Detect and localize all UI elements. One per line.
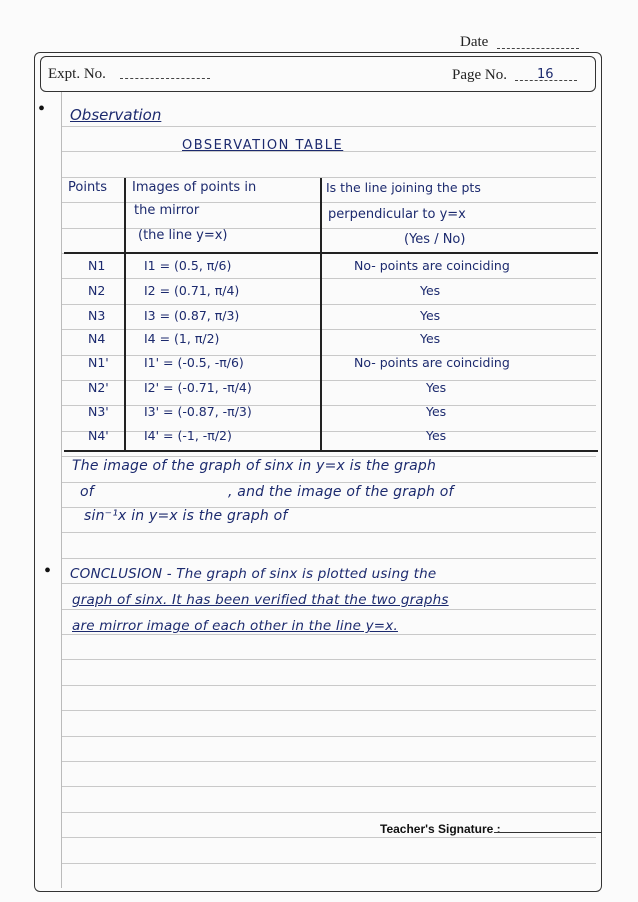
- ruled-line: [62, 405, 596, 406]
- cell-perpendicular: Yes: [426, 404, 447, 419]
- cell-image: I1' = (-0.5, -π/6): [144, 355, 244, 370]
- cell-perpendicular: Yes: [426, 380, 447, 395]
- cell-perpendicular: Yes: [426, 428, 447, 443]
- ruled-line: [62, 710, 596, 711]
- table-header-rule: [64, 252, 598, 254]
- cell-image: I3 = (0.87, π/3): [144, 308, 240, 323]
- cell-point: N4: [88, 331, 106, 346]
- header-box: [40, 56, 596, 92]
- cell-point: N1: [88, 258, 106, 273]
- cell-image: I4' = (-1, -π/2): [144, 428, 232, 443]
- cell-point: N1': [88, 355, 109, 370]
- table-bottom-rule: [64, 450, 598, 452]
- ruled-line: [62, 659, 596, 660]
- ruled-line: [62, 278, 596, 279]
- cell-image: I4 = (1, π/2): [144, 331, 220, 346]
- table-col-divider-1: [124, 178, 126, 452]
- conclusion-line-1: CONCLUSION - The graph of sinx is plotted using the: [70, 566, 437, 582]
- result-line-3: sin⁻¹x in y=x is the graph of: [84, 508, 288, 524]
- cell-perpendicular: No- points are coinciding: [354, 258, 510, 273]
- ruled-line: [62, 431, 596, 432]
- ruled-line: [62, 634, 596, 635]
- expt-no-field-line: [120, 78, 210, 79]
- ruled-line: [62, 126, 596, 127]
- cell-point: N2: [88, 283, 106, 298]
- cell-point: N4': [88, 428, 109, 443]
- cell-image: I2 = (0.71, π/4): [144, 283, 240, 298]
- teacher-signature-label: Teacher's Signature :: [380, 822, 501, 836]
- ruled-line: [62, 482, 596, 483]
- teacher-signature-line: [494, 832, 602, 833]
- cell-image: I2' = (-0.71, -π/4): [144, 380, 252, 395]
- ruled-line: [62, 761, 596, 762]
- ruled-line: [62, 304, 596, 305]
- cell-perpendicular: Yes: [420, 308, 441, 323]
- cell-point: N2': [88, 380, 109, 395]
- col-header-images-2: the mirror: [134, 203, 200, 218]
- date-label: Date: [460, 34, 489, 50]
- ruled-line: [62, 685, 596, 686]
- ruled-line: [62, 177, 596, 178]
- table-title: OBSERVATION TABLE: [182, 138, 344, 153]
- col-header-perp-3: (Yes / No): [404, 232, 466, 247]
- col-header-images-1: Images of points in: [132, 180, 257, 195]
- expt-no-label: Expt. No.: [48, 66, 106, 82]
- result-line-1: The image of the graph of sinx in y=x is the graph: [72, 458, 437, 474]
- cell-image: I3' = (-0.87, -π/3): [144, 404, 252, 419]
- margin-line: [61, 92, 62, 888]
- ruled-line: [62, 329, 596, 330]
- table-col-divider-2: [320, 178, 322, 452]
- ruled-line: [62, 837, 596, 838]
- bullet-icon: •: [38, 98, 46, 120]
- ruled-line: [62, 786, 596, 787]
- ruled-line: [62, 863, 596, 864]
- ruled-line: [62, 812, 596, 813]
- result-line-2b: , and the image of the graph of: [228, 484, 454, 500]
- cell-perpendicular: Yes: [420, 283, 441, 298]
- date-field-line: [497, 48, 579, 49]
- page-no-label: Page No.: [452, 67, 507, 83]
- cell-point: N3': [88, 404, 109, 419]
- page-no-value: 16: [537, 67, 554, 82]
- ruled-line: [62, 736, 596, 737]
- ruled-line: [62, 355, 596, 356]
- cell-perpendicular: Yes: [420, 331, 441, 346]
- ruled-line: [62, 532, 596, 533]
- page-no-field-line: [515, 80, 577, 81]
- cell-point: N3: [88, 308, 106, 323]
- col-header-perp-2: perpendicular to y=x: [328, 207, 466, 222]
- result-line-2a: of: [80, 484, 94, 500]
- ruled-line: [62, 380, 596, 381]
- bullet-icon: •: [44, 560, 52, 582]
- col-header-perp-1: Is the line joining the pts: [326, 180, 481, 195]
- ruled-line: [62, 558, 596, 559]
- ruled-line: [62, 609, 596, 610]
- col-header-images-3: (the line y=x): [138, 228, 228, 243]
- conclusion-line-2: graph of sinx. It has been verified that the two graphs: [72, 592, 449, 608]
- observation-heading: Observation: [70, 106, 162, 124]
- cell-image: I1 = (0.5, π/6): [144, 258, 232, 273]
- conclusion-line-3: are mirror image of each other in the line y=x.: [72, 618, 398, 634]
- col-header-points: Points: [68, 180, 108, 195]
- ruled-line: [62, 583, 596, 584]
- cell-perpendicular: No- points are coinciding: [354, 355, 510, 370]
